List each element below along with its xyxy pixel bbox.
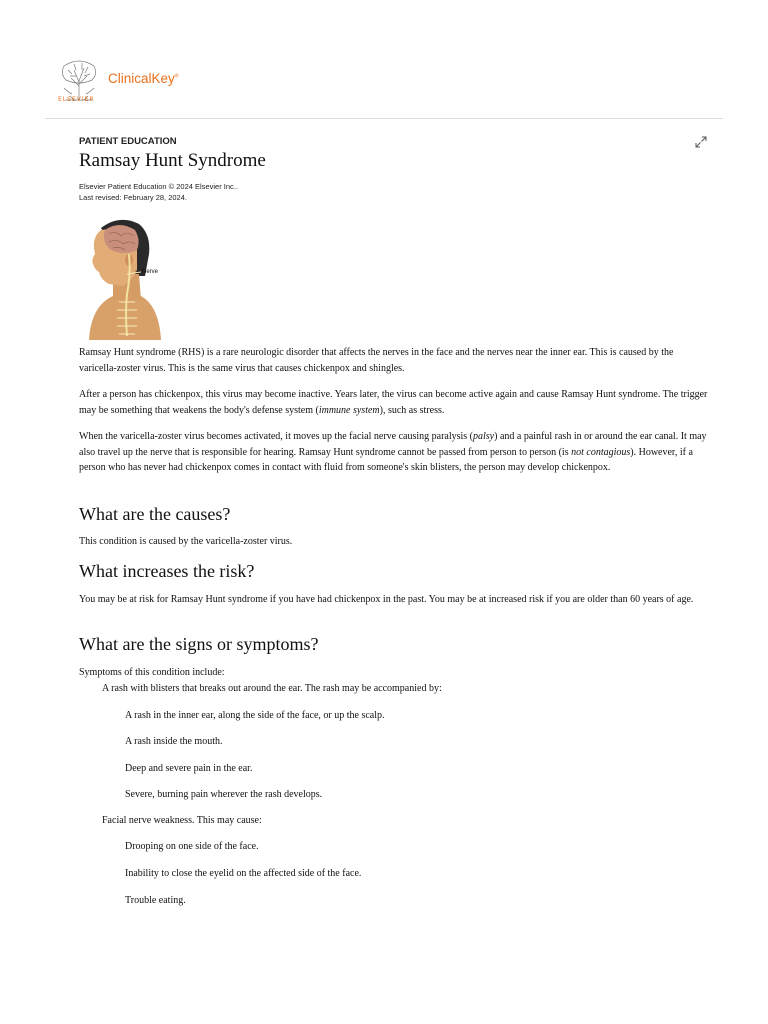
- symptoms-intro: Symptoms of this condition include:: [79, 667, 225, 678]
- revision-date: Last revised: February 28, 2024.: [79, 193, 187, 202]
- intro-paragraph-3: [79, 429, 713, 476]
- risk-heading: What increases the risk?: [79, 561, 255, 581]
- list-item: A rash in the inner ear, along the side of the face, or up the scalp.: [125, 710, 385, 721]
- page-title: Ramsay Hunt Syndrome: [79, 150, 266, 171]
- brand-name: ClinicalKey: [108, 71, 175, 86]
- risk-text: You may be at risk for Ramsay Hunt syndrome if you have had chickenpox in the past. You may be at increased risk if you are older than 60 years of age.: [79, 594, 694, 605]
- figure-nerve-label: Nerve: [142, 269, 159, 275]
- list-item: A rash inside the mouth.: [125, 736, 223, 747]
- expand-icon[interactable]: [695, 136, 707, 148]
- brand-logo[interactable]: [108, 71, 178, 86]
- intro-text-3b: ) and a painful rash in or around the ear canal. It may also travel up the nerve that is responsible for hearing. Ramsay Hunt syndrome cannot be passed from person to person (is: [79, 431, 707, 458]
- causes-heading: What are the causes?: [79, 504, 231, 524]
- intro-text-2: [79, 387, 713, 418]
- list-item: A rash with blisters that breaks out around the ear. The rash may be accompanied by:: [102, 683, 442, 694]
- copyright-line: Elsevier Patient Education © 2024 Elsevier Inc..: [79, 182, 238, 191]
- list-item: Deep and severe pain in the ear.: [125, 763, 253, 774]
- symptoms-heading: What are the signs or symptoms?: [79, 634, 319, 654]
- term-immune-system: immune system: [318, 404, 380, 416]
- intro-text-3a: When the varicella-zoster virus becomes activated, it moves up the facial nerve causing paralysis (: [79, 431, 474, 442]
- term-palsy: palsy: [473, 431, 495, 442]
- term-not-contagious: not contagious: [571, 446, 631, 458]
- article-kicker: PATIENT EDUCATION: [79, 136, 177, 147]
- intro-paragraph-1: [79, 345, 713, 376]
- list-item: Facial nerve weakness. This may cause:: [102, 815, 262, 826]
- intro-text-3: [79, 429, 713, 476]
- list-item: Inability to close the eyelid on the affected side of the face.: [125, 868, 362, 879]
- causes-text: This condition is caused by the varicella-zoster virus.: [79, 536, 293, 547]
- trademark-mark: ®: [174, 73, 179, 80]
- intro-text-3c: ). However, if a person who has never had chickenpox comes in contact with fluid from someone's skin blisters, the person may develop chickenpox.: [79, 446, 693, 473]
- header-divider: [45, 118, 723, 119]
- intro-text-1: Ramsay Hunt syndrome (RHS) is a rare neurologic disorder that affects the nerves in the face and the nerves near the inner ear. This is caused by the varicella-zoster virus. This is the same virus that causes chickenpox and shingles.: [79, 347, 674, 374]
- publisher-wordmark: ELSEVIER: [58, 96, 95, 103]
- head-nerve-illustration: [79, 214, 163, 340]
- intro-paragraph-2: [79, 387, 713, 418]
- site-header: [0, 0, 768, 118]
- list-item: Drooping on one side of the face.: [125, 841, 259, 852]
- list-item: Trouble eating.: [125, 895, 186, 906]
- intro-text-2a: After a person has chickenpox, this virus may become inactive. Years later, the virus can become active again and cause Ramsay Hunt syndrome. The trigger may be something that weakens the body's defense system (: [79, 389, 708, 416]
- intro-text-2b: ), such as stress.: [379, 404, 445, 416]
- list-item: Severe, burning pain wherever the rash develops.: [125, 789, 323, 800]
